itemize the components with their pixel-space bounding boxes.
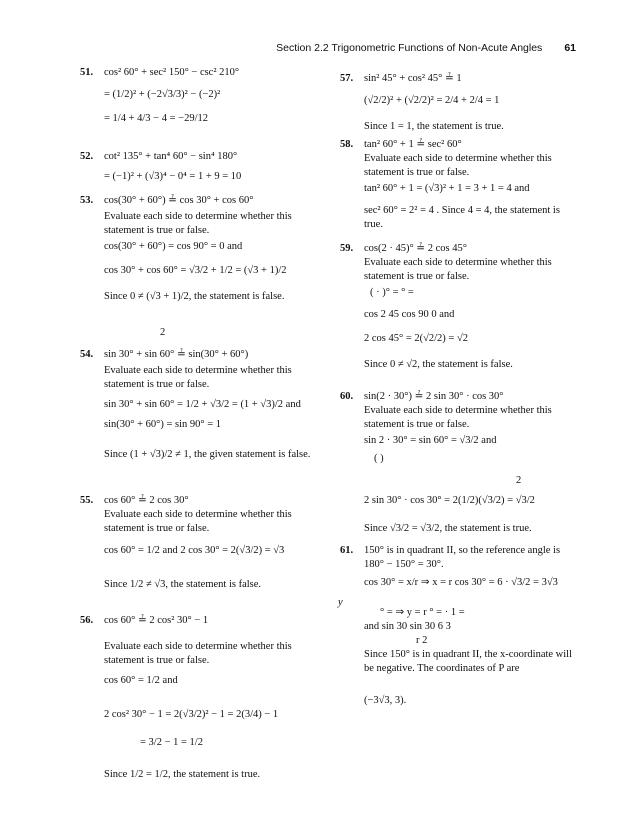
equation-line: tan² 60° + 1 = (√3)² + 1 = 3 + 1 = 4 and xyxy=(364,183,530,194)
equation-line: 2 cos 45° = 2(√2/2) = √2 xyxy=(364,333,468,344)
conclusion-text: sec² 60° = 2² = 4 . Since 4 = 4, the statement is true. xyxy=(364,205,560,230)
stray-digit: 2 xyxy=(160,327,166,338)
equation-line: 2 sin 30° · cos 30° = 2(1/2)(√3/2) = √3/2 xyxy=(364,495,535,506)
conclusion-text: Since 0 ≠ (√3 + 1)/2, the statement is false. xyxy=(104,291,285,302)
solution-text: Since 150° is in quadrant II, the x-coordinate will be negative. The coordinates of P are xyxy=(364,649,573,674)
section-title: Section 2.2 Trigonometric Functions of Non-Acute Angles xyxy=(276,42,543,54)
problem-number: 53. xyxy=(80,195,94,206)
equation-line: cos(2 · 45)° ≟ 2 cos 45° xyxy=(364,243,467,254)
equation-line: sin 30° + sin 60° = 1/2 + √3/2 = (1 + √3)/2 and xyxy=(104,399,301,410)
equation-line: = 3/2 − 1 = 1/2 xyxy=(140,737,203,748)
problem-number: 51. xyxy=(80,67,94,78)
equation-line: cos 30° + cos 60° = √3/2 + 1/2 = (√3 + 1)/2 xyxy=(104,265,287,276)
equation-line: = 1/4 + 4/3 − 4 = −29/12 xyxy=(104,113,208,124)
instruction-text: Evaluate each side to determine whether this statement is true or false. xyxy=(104,509,292,534)
equation-line: = (1/2)² + (−2√3/3)² − (−2)² xyxy=(104,89,221,100)
equation-line: cos 60° = 1/2 and 2 cos 30° = 2(√3/2) = √3 xyxy=(104,545,285,556)
problem-number: 57. xyxy=(340,73,354,84)
conclusion-text: Since 1/2 = 1/2, the statement is true. xyxy=(104,769,261,780)
conclusion-text: Since 1 = 1, the statement is true. xyxy=(364,121,504,132)
problem-number: 61. xyxy=(340,545,354,556)
conclusion-text: Since √3/2 = √3/2, the statement is true. xyxy=(364,523,532,534)
problem-number: 56. xyxy=(80,615,94,626)
problem-number: 54. xyxy=(80,349,94,360)
problem-number: 58. xyxy=(340,139,354,150)
instruction-text: Evaluate each side to determine whether this statement is true or false. xyxy=(364,405,552,430)
problem-number: 52. xyxy=(80,151,94,162)
equation-line: cot² 135° + tan⁴ 60° − sin⁴ 180° xyxy=(104,151,238,162)
problem-number: 59. xyxy=(340,243,354,254)
equation-line: cos 60° = 1/2 and xyxy=(104,675,178,686)
stray-digit: 2 xyxy=(516,475,522,486)
garbled-line: ° = ⇒ y = r ° = · 1 = xyxy=(380,607,465,618)
garbled-line: ( · )° = ° = xyxy=(370,287,414,298)
equation-line: sin(30° + 60°) = sin 90° = 1 xyxy=(104,419,221,430)
equation-line: sin 2 · 30° = sin 60° = √3/2 and xyxy=(364,435,497,446)
equation-line: cos(30° + 60°) ≟ cos 30° + cos 60° xyxy=(104,195,254,206)
instruction-text: Evaluate each side to determine whether this statement is true or false. xyxy=(364,153,552,178)
solution-text: 150° is in quadrant II, so the reference angle is 180° − 150° = 30°. xyxy=(364,545,561,570)
instruction-text: Evaluate each side to determine whether this statement is true or false. xyxy=(104,641,292,666)
page-number: 61 xyxy=(564,42,576,54)
equation-line: cos 30° = x/r ⇒ x = r cos 30° = 6 · √3/2 = 3√3 xyxy=(364,577,558,588)
equation-line: cos² 60° + sec² 150° − csc² 210° xyxy=(104,67,240,78)
conclusion-text: Since 0 ≠ √2, the statement is false. xyxy=(364,359,513,370)
running-header xyxy=(276,42,576,54)
equation-line: cos 2 45 cos 90 0 and xyxy=(364,309,455,320)
equation-line: sin(2 · 30°) ≟ 2 sin 30° · cos 30° xyxy=(364,391,504,402)
garbled-line: r 2 xyxy=(416,635,428,646)
equation-line: cos 60° ≟ 2 cos 30° xyxy=(104,495,189,506)
instruction-text: Evaluate each side to determine whether this statement is true or false. xyxy=(104,211,292,236)
equation-line: (√2/2)² + (√2/2)² = 2/4 + 2/4 = 1 xyxy=(364,95,500,106)
conclusion-text: Since 1/2 ≠ √3, the statement is false. xyxy=(104,579,262,590)
equation-line: 2 cos² 30° − 1 = 2(√3/2)² − 1 = 2(3/4) − 1 xyxy=(104,709,279,720)
coordinates-answer: (−3√3, 3). xyxy=(364,695,407,706)
problem-number: 55. xyxy=(80,495,94,506)
garbled-line: ( ) xyxy=(374,453,384,464)
equation-line: = (−1)² + (√3)⁴ − 0⁴ = 1 + 9 = 10 xyxy=(104,171,242,182)
equation-line: sin 30° + sin 60° ≟ sin(30° + 60°) xyxy=(104,349,249,360)
problem-number: 60. xyxy=(340,391,354,402)
equation-line: and sin 30 sin 30 6 3 xyxy=(364,621,451,632)
instruction-text: Evaluate each side to determine whether this statement is true or false. xyxy=(364,257,552,282)
equation-line: cos 60° ≟ 2 cos² 30° − 1 xyxy=(104,615,209,626)
conclusion-text: Since (1 + √3)/2 ≠ 1, the given statement is false. xyxy=(104,449,311,460)
stray-variable: y xyxy=(338,597,343,608)
equation-line: tan² 60° + 1 ≟ sec² 60° xyxy=(364,139,462,150)
equation-line: cos(30° + 60°) = cos 90° = 0 and xyxy=(104,241,243,252)
equation-line: sin² 45° + cos² 45° ≟ 1 xyxy=(364,73,462,84)
instruction-text: Evaluate each side to determine whether this statement is true or false. xyxy=(104,365,292,390)
